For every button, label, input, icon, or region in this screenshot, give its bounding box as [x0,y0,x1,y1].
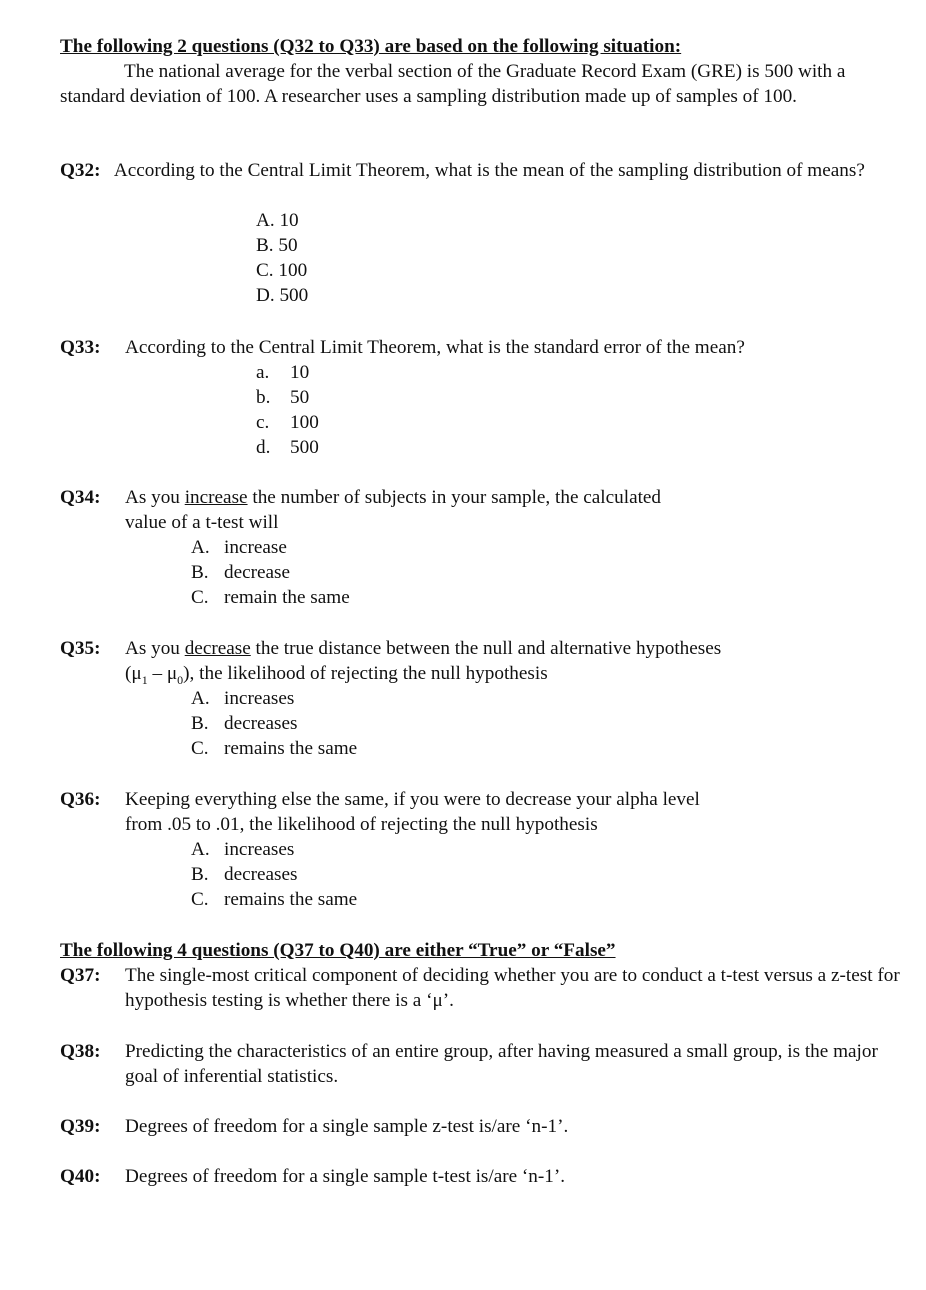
section-heading-q37-q40: The following 4 questions (Q37 to Q40) are either “True” or “False” [60,940,616,961]
option-item: A. increase [191,537,287,558]
option-item: C. 100 [256,260,308,281]
question-q39 [60,1114,912,1139]
question-q35 [60,636,912,686]
option-item: D. 500 [256,285,309,306]
option-item: a. 10 [256,362,310,383]
question-q33 [60,335,912,360]
situation-text: The national average for the verbal section of the Graduate Record Exam (GRE) is 500 with a standard deviation of 100. A researcher uses a sampling distribution made up of samples of 100. [60,61,846,107]
question-q32 [60,158,912,183]
question-number: Q33: [60,337,101,358]
option-item: A. increases [191,839,295,860]
q35-options [191,686,357,761]
question-text: Degrees of freedom for a single sample t-test is/are ‘n-1’. [125,1166,566,1187]
question-number: Q39: [60,1116,101,1137]
option-item: C. remains the same [191,738,358,759]
question-q37 [60,963,912,1013]
question-text: As you increase the number of subjects in your sample, the calculated value of a t-test will [125,487,662,533]
question-number: Q36: [60,789,101,810]
true-false-heading-block [60,938,912,963]
question-text: The single-most critical component of deciding whether you are to conduct a t-test versus a z-test for hypothesis testing is whether there is a ‘μ’. [125,965,900,1011]
q34-options [191,535,350,610]
question-text: Predicting the characteristics of an entire group, after having measured a small group, is the major goal of inferential statistics. [125,1041,878,1087]
question-number: Q32: [60,160,101,181]
option-item: B. decrease [191,562,291,583]
option-item: A. increases [191,688,295,709]
q33-options [256,360,319,460]
section-heading-q32-q33: The following 2 questions (Q32 to Q33) are based on the following situation: [60,36,682,57]
q36-options [191,837,357,912]
question-text: According to the Central Limit Theorem, what is the mean of the sampling distribution of means? [113,160,865,181]
option-item: C. remain the same [191,587,350,608]
question-number: Q40: [60,1166,101,1187]
question-number: Q37: [60,965,101,986]
option-item: B. decreases [191,713,298,734]
question-number: Q34: [60,487,101,508]
question-q36 [60,787,912,837]
option-item: c. 100 [256,412,319,433]
question-text: According to the Central Limit Theorem, what is the standard error of the mean? [125,337,745,358]
question-text: Keeping everything else the same, if you were to decrease your alpha level from .05 to .01, the likelihood of rejecting the null hypothesis [125,789,700,835]
situation-block [60,34,912,109]
question-q34 [60,485,912,535]
question-q38 [60,1039,912,1089]
question-text: As you decrease the true distance between the null and alternative hypotheses $(\mu_1 - \mu_0)$, the likelihood of rejecting the null hypothesis [125,638,722,687]
question-q40 [60,1164,912,1189]
option-item: d. 500 [256,437,319,458]
emphasis-decrease: decrease [184,638,251,659]
option-item: B. 50 [256,235,298,256]
option-item: B. decreases [191,864,298,885]
option-item: b. 50 [256,387,310,408]
question-number: Q35: [60,638,101,659]
option-item: A. 10 [256,210,299,231]
option-item: C. remains the same [191,889,358,910]
question-text: Degrees of freedom for a single sample z-test is/are ‘n-1’. [125,1116,569,1137]
q32-options [256,208,308,308]
question-number: Q38: [60,1041,101,1062]
emphasis-increase: increase [184,487,248,508]
